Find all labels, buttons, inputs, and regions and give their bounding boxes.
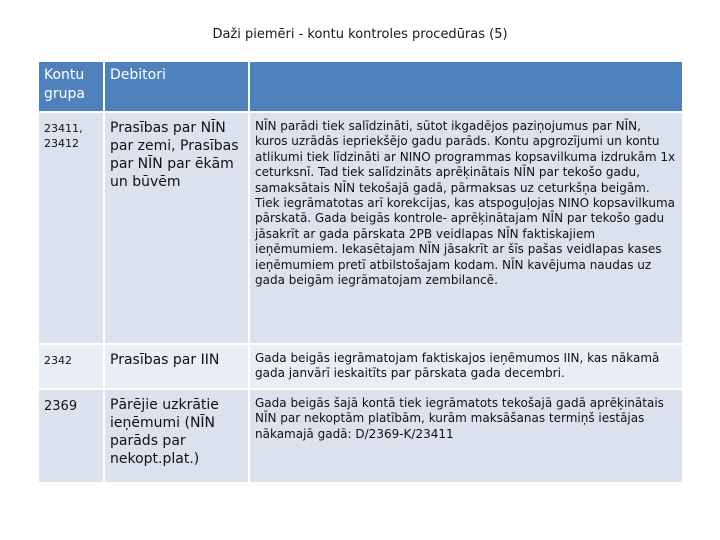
account-name: Pārējie uzkrātie ieņēmumi (NĪN parāds par nekopt.plat.): [104, 389, 249, 483]
account-description: NĪN parādi tiek salīdzināti, sūtot ikgadējos paziņojumus par NĪN, kuros uzrādās iepriekšējo gadu parāds. Kontu apgrozījumi un kontu atlikumi tiek līdzināti ar NINO programmas kopsavilkuma izdrukām 1x ceturksnī. Tad tiek salīdzināts aprēķinātais NĪN par tekošo gadu, samaksātais NĪN tekošajā gadā, pārmaksas uz ceturkšņa beigām. Tiek iegrāmatotas arī korekcijas, kas atspoguļojas NINO kopsavilkuma pārskatā. Gada beigās kontrole- aprēķinātajam NĪN par tekošo gadu jāsakrīt ar gada pārskata 2PB veidlapas NĪN faktiskajiem ieņēmumiem. Iekasētajam NĪN jāsakrīt ar šīs pašas veidlapas kases ieņēmumiem pretī atbilstošajam kodam. NĪN kavējuma naudas uz gada beigām iegrāmatojam zembilancē.: [249, 112, 683, 344]
account-name: Prasības par NĪN par zemi, Prasības par NĪN par ēkām un būvēm: [104, 112, 249, 344]
slide-title: Daži piemēri - kontu kontroles procedūras (5): [212, 27, 508, 42]
account-code: 23411, 23412: [38, 112, 104, 344]
header-account-group: Kontu grupa: [38, 61, 104, 112]
account-description: Gada beigās iegrāmatojam faktiskajos ieņēmumos IIN, kas nākamā gada janvārī ieskaitīts par pārskata gada decembri.: [249, 344, 683, 389]
account-description: Gada beigās šajā kontā tiek iegrāmatots tekošajā gadā aprēķinātais NĪN par nekoptām platībām, kurām maksāšanas termiņš iestājas nākamajā gadā: D/2369-K/23411: [249, 389, 683, 483]
account-control-table: [37, 60, 684, 484]
table-row: [38, 389, 683, 483]
account-code: 2342: [38, 344, 104, 389]
header-debtors: Debitori: [104, 61, 249, 112]
account-code: 2369: [38, 389, 104, 483]
table-row: [38, 112, 683, 344]
account-name: Prasības par IIN: [104, 344, 249, 389]
header-description: [249, 61, 683, 112]
header-row: [38, 61, 683, 112]
table-row: [38, 344, 683, 389]
